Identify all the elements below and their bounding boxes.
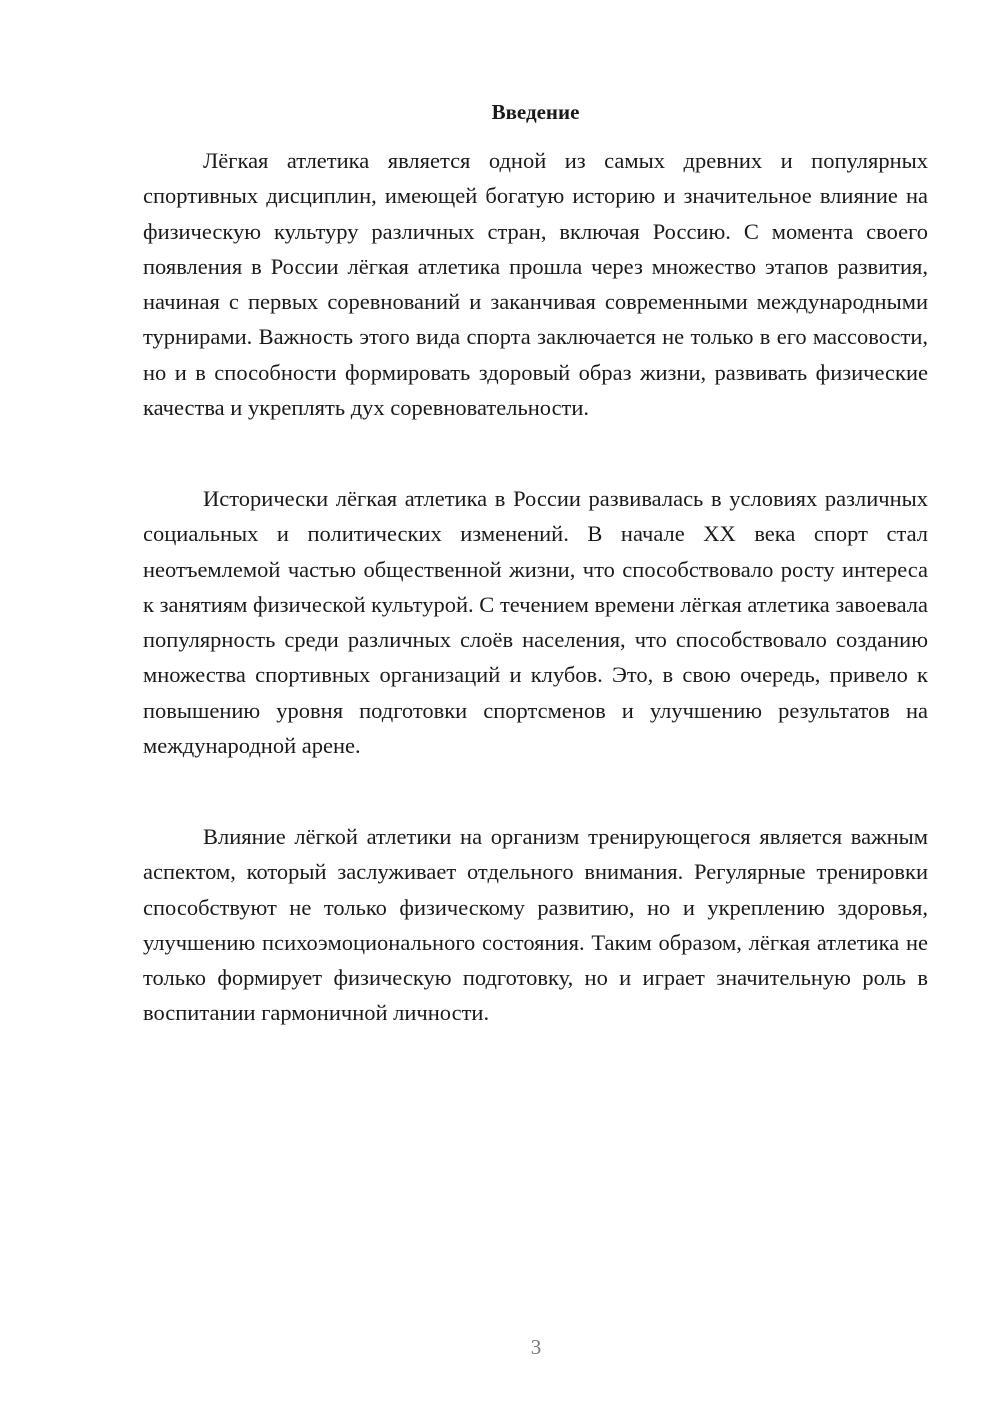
paragraph-intro: Лёгкая атлетика является одной из самых древних и популярных спортивных дисциплин, имеющей богатую историю и значительное влияние на физическую культуру различных стран, включая Россию. С момента своего появления в России лёгкая атлетика прошла через множество этапов развития, начиная с первых соревнований и заканчивая современными международными турнирами. Важность этого вида спорта заключается не только в его массовости, но и в способности формировать здоровый образ жизни, развивать физические качества и укреплять дух соревновательности. xyxy=(143,148,928,421)
section-heading: Введение xyxy=(491,100,580,124)
paragraph-influence: Влияние лёгкой атлетики на организм тренирующегося является важным аспектом, который заслуживает отдельного внимания. Регулярные тренировки способствуют не только физическому развитию, но и укреплению здоровья, улучшению психоэмоционального состояния. Таким образом, лёгкая атлетика не только формирует физическую подготовку, но и играет значительную роль в воспитании гармоничной личности. xyxy=(143,824,928,1026)
paragraph-history: Исторически лёгкая атлетика в России развивалась в условиях различных социальных и политических изменений. В начале XX века спорт стал неотъемлемой частью общественной жизни, что способствовало росту интереса к занятиям физической культурой. С течением времени лёгкая атлетика завоевала популярность среди различных слоёв населения, что способствовало созданию множества спортивных организаций и клубов. Это, в свою очередь, привело к повышению уровня подготовки спортсменов и улучшению результатов на международной арене. xyxy=(143,486,928,759)
page-number: 3 xyxy=(530,1335,542,1359)
